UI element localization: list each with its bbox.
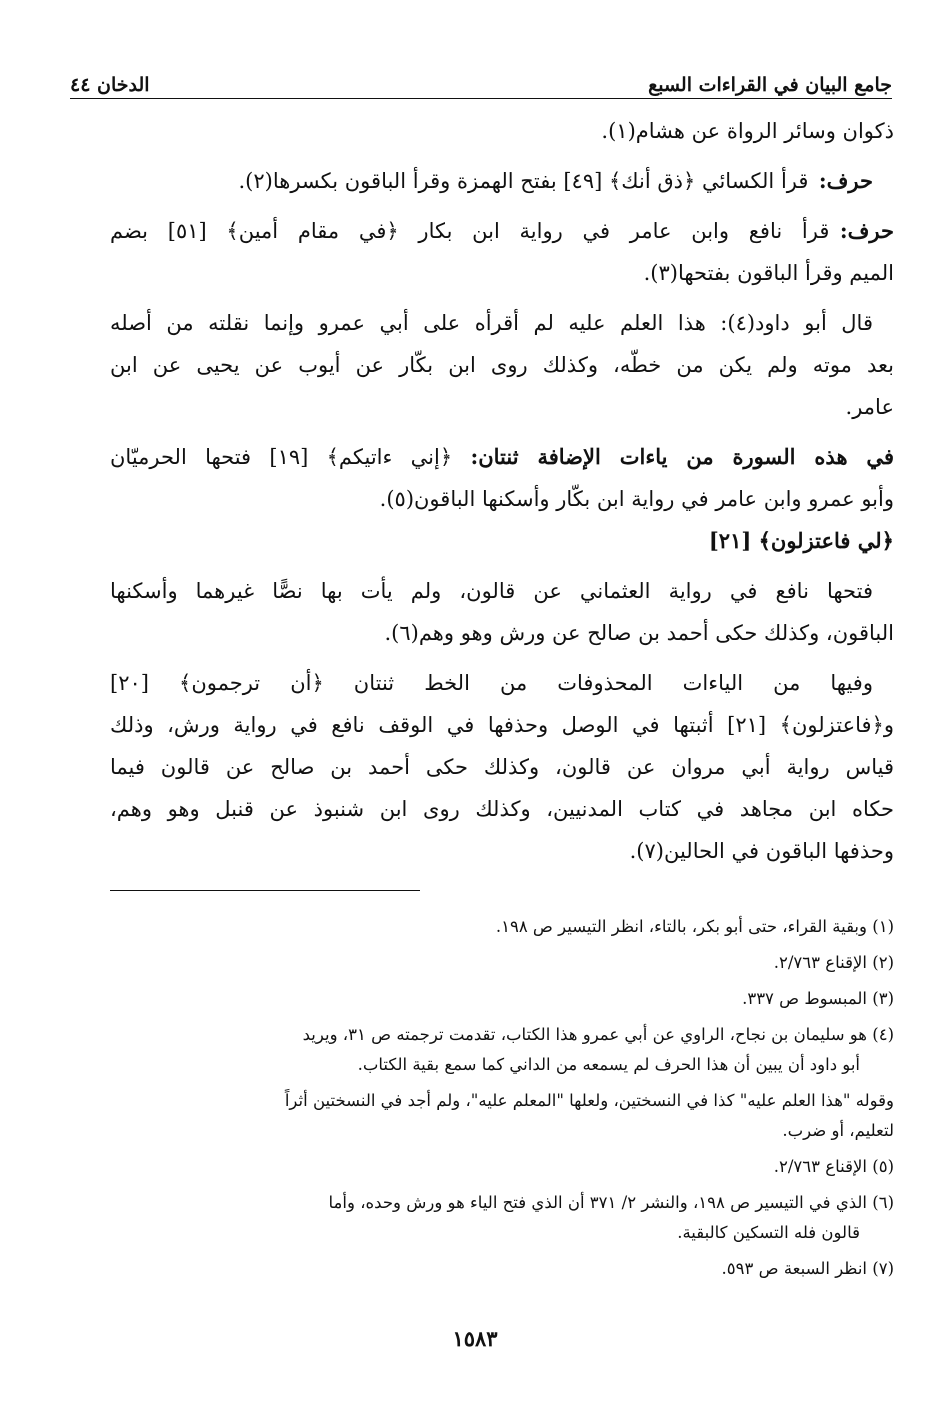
footnote-rule	[110, 890, 420, 891]
paragraph-2	[110, 160, 894, 202]
footnote-text: (٤) هو سليمان بن نجاح، الراوي عن أبي عمرو هذا الكتاب، تقدمت ترجمته ص ٣١، ويريد	[302, 1025, 894, 1044]
footnote-text: لتعليم، أو ضرب.	[782, 1121, 894, 1140]
footnote-text: وقوله "هذا العلم عليه" كذا في النسختين، ولعلها "المعلم عليه"، ولم أجد في النسختين أثراً	[284, 1091, 894, 1110]
harf-label: حرف:	[839, 218, 894, 243]
book-title: جامع البيان في القراءات السبع	[648, 74, 892, 96]
subheading: ﴿لي فاعتزلون﴾ [٢١]	[708, 528, 894, 553]
text-line: الباقون، وكذلك حكى أحمد بن صالح عن ورش وهو وهم(٦).	[384, 621, 894, 645]
paragraph-3	[110, 210, 894, 294]
footnote-text: (٢) الإقناع ٢/٧٦٣.	[773, 953, 894, 972]
paragraph-4	[110, 302, 894, 428]
footnote-text: (١) وبقية القراء، حتى أبو بكر، بالتاء، انظر التيسير ص ١٩٨.	[495, 917, 894, 936]
footnote-3	[110, 984, 894, 1014]
text-line: فتحها نافع في رواية العثماني عن قالون، ولم يأت بها نصًّا غيرهما وأسكنها	[110, 579, 873, 603]
text-line: بعد موته ولم يكن من خطّه، وكذلك روى ابن بكّار عن أيوب عن يحيى عن ابن	[110, 353, 894, 377]
text-line: قياس رواية أبي مروان عن قالون، وكذلك حكى أحمد بن صالح عن قالون فيما	[110, 755, 894, 779]
footnote-text: (٥) الإقناع ٢/٧٦٣.	[773, 1157, 894, 1176]
footnote-5	[110, 1152, 894, 1182]
footnote-text: قالون فله التسكين كالبقية.	[677, 1223, 860, 1242]
footnote-7	[110, 1254, 894, 1284]
text-line: حكاه ابن مجاهد في كتاب المدنيين، وكذلك روى ابن شنبوذ عن قنبل وهو وهم،	[110, 797, 894, 821]
footnote-2	[110, 948, 894, 978]
running-header	[70, 58, 892, 96]
main-text	[110, 110, 894, 880]
paragraph-5	[110, 436, 894, 562]
text-line: وفيها من الياءات المحذوفات من الخط ثنتان ﴿أن ترجمون﴾ [٢٠]	[110, 671, 873, 695]
text-line: قرأ نافع وابن عامر في رواية ابن بكار ﴿في مقام أمين﴾ [٥١] بضم	[110, 219, 830, 243]
footnote-4	[110, 1020, 894, 1080]
header-rule	[70, 98, 892, 99]
text-line: قرأ الكسائي ﴿ذق أنك﴾ [٤٩] بفتح الهمزة وقرأ الباقون بكسرها(٢).	[238, 169, 809, 193]
footnote-text: (٦) الذي في التيسير ص ١٩٨، والنشر ٢/ ٣٧١ أن الذي فتح الياء هو ورش وحده، وأما	[328, 1193, 894, 1212]
text-line: الميم وقرأ الباقون بفتحها(٣).	[643, 261, 894, 285]
footnote-text: (٧) انظر السبعة ص ٥٩٣.	[721, 1259, 894, 1278]
text-line: ذكوان وسائر الرواة عن هشام(١).	[601, 119, 894, 143]
text-line: عامر.	[845, 395, 894, 419]
harf-label: حرف:	[818, 168, 873, 193]
footnote-1	[110, 912, 894, 942]
footnote-text: (٣) المبسوط ص ٣٣٧.	[742, 989, 894, 1008]
page-number: ١٥٨٣	[452, 1326, 498, 1351]
paragraph-1	[110, 110, 894, 152]
paragraph-7	[110, 570, 894, 654]
text-line: وحذفها الباقون في الحالين(٧).	[629, 839, 894, 863]
footnotes	[110, 912, 894, 1290]
footnote-text: أبو داود أن يبين أن هذا الحرف لم يسمعه من الداني كما سمع بقية الكتاب.	[357, 1055, 860, 1074]
surah-name: الدخان ٤٤	[70, 74, 150, 96]
text-line: و﴿فاعتزلون﴾ [٢١] أثبتها في الوصل وحذفها في الوقف نافع في رواية ورش، وذلك	[110, 713, 894, 737]
text-line: ﴿إني ءاتيكم﴾ [١٩] فتحها الحرميّان	[110, 445, 453, 469]
footnote-6	[110, 1188, 894, 1248]
section-lead: في هذه السورة من ياءات الإضافة ثنتان:	[470, 444, 894, 469]
text-line: قال أبو داود(٤): هذا العلم عليه لم أقرأه على أبي عمرو وإنما نقلته من أصله	[110, 311, 873, 335]
text-line: وأبو عمرو وابن عامر في رواية ابن بكّار وأسكنها الباقون(٥).	[379, 487, 894, 511]
paragraph-8	[110, 662, 894, 872]
footnote-4-comment	[110, 1086, 894, 1146]
